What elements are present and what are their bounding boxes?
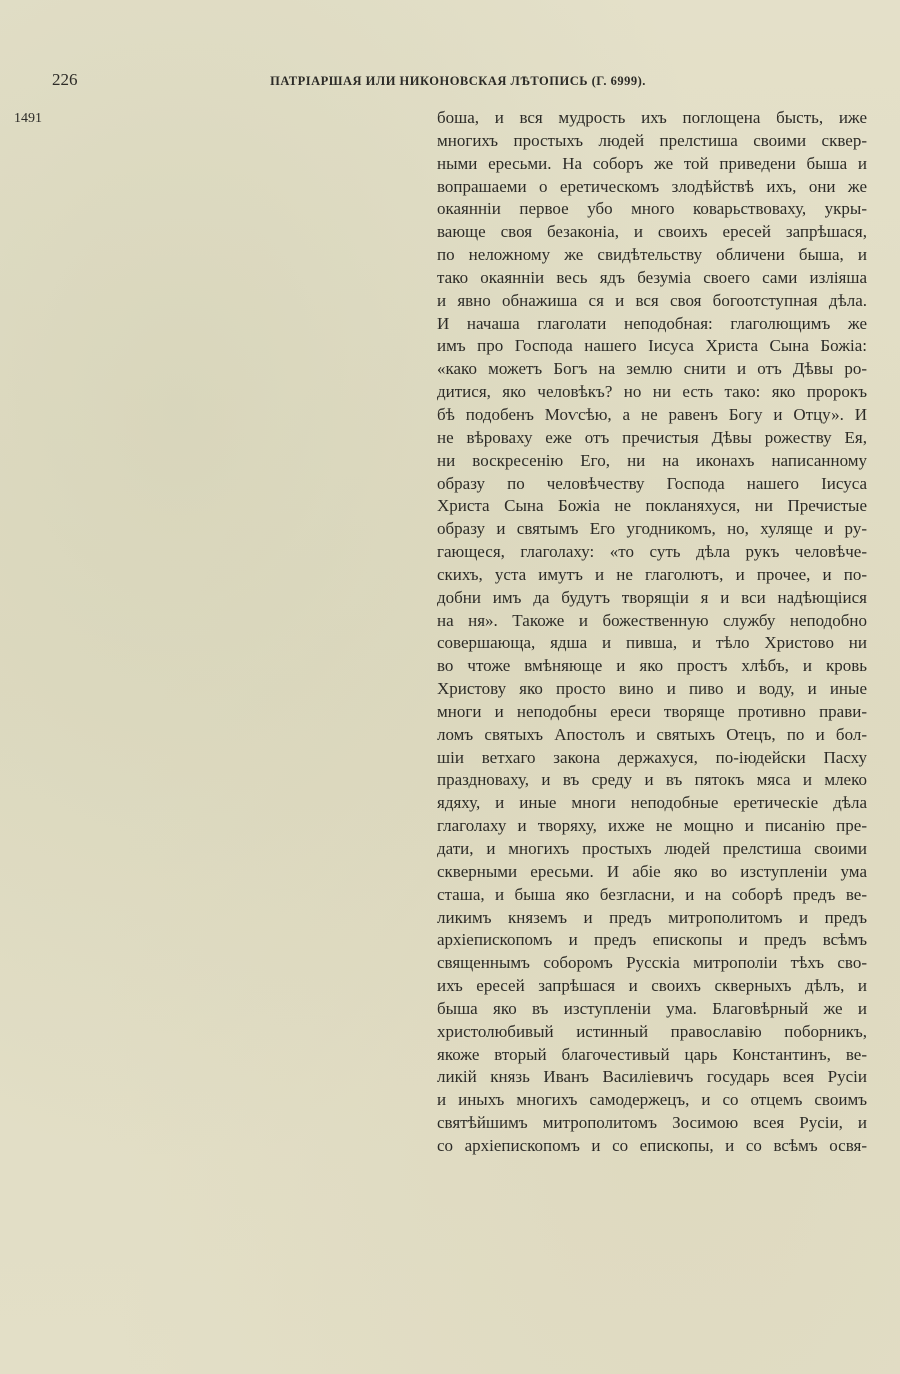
text-line: образу по человѣчеству Господа нашего Іисуса	[437, 473, 867, 493]
text-line: дитися, яко человѣкъ? но ни есть тако: яко пророкъ	[437, 382, 867, 402]
text-line: и иныхъ многихъ самодержецъ, и со отцемъ своимъ	[437, 1090, 867, 1110]
text-line: на ня». Такоже и божественную службу неподобно	[437, 610, 867, 630]
text-line: ядяху, и иные многи неподобные еретическіе дѣла	[437, 793, 867, 813]
text-line: Христову яко просто вино и пиво и воду, и иные	[437, 679, 867, 699]
text-line: «како можетъ Богъ на землю снити и отъ Дѣвы ро-	[437, 359, 867, 379]
text-line: бѣ подобенъ Моѵсѣю, а не равенъ Богу и Отцу». И	[437, 404, 867, 424]
text-line: по неложному же свидѣтельству обличени быша, и	[437, 245, 867, 265]
text-line: многихъ простыхъ людей прелстиша своими сквер-	[437, 130, 867, 150]
text-line: архіепископомъ и предъ епископы и предъ всѣмъ	[437, 930, 867, 950]
text-line: ломъ святыхъ Апостолъ и святыхъ Отецъ, по и бол-	[437, 724, 867, 744]
running-title: ПАТРІАРШАЯ ИЛИ НИКОНОВСКАЯ ЛѢТОПИСЬ (Г. 6999).	[270, 74, 646, 88]
text-line: святѣйшимъ митрополитомъ Зосимою всея Русіи, и	[437, 1113, 867, 1133]
text-line: быша яко въ изступленіи ума. Благовѣрный же и	[437, 998, 867, 1018]
text-line: якоже вторый благочестивый царь Константинъ, ве-	[437, 1044, 867, 1064]
text-line: глаголаху и творяху, ихже не мощно и писанію пре-	[437, 816, 867, 836]
text-line: христолюбивый истинный православію поборникъ,	[437, 1021, 867, 1041]
text-line: не вѣроваху еже отъ пречистыя Дѣвы рожеству Ея,	[437, 427, 867, 447]
text-line: шіи ветхаго закона держахуся, по-іюдейски Пасху	[437, 747, 867, 767]
text-line: сташа, и быша яко безгласни, и на соборѣ предъ ве-	[437, 884, 867, 904]
text-line: Христа Сына Божіа не покланяхуся, ни Пречистые	[437, 496, 867, 516]
text-line: образу и святымъ Его угодникомъ, но, хуляще и ру-	[437, 519, 867, 539]
text-line: ихъ ересей запрѣшася и своихъ скверныхъ дѣлъ, и	[437, 976, 867, 996]
margin-year-note: 1491	[14, 111, 42, 126]
text-line: и явно обнажиша ся и вся своя богоотступная дѣла.	[437, 290, 867, 310]
body-text	[437, 107, 867, 1158]
text-line: добни имъ да будутъ творящіи я и вси надѣющіися	[437, 587, 867, 607]
text-line: праздноваху, и въ среду и въ пятокъ мяса и млеко	[437, 770, 867, 790]
text-line: вопрашаеми о еретическомъ злодѣйствѣ ихъ, они же	[437, 176, 867, 196]
text-line: вающе своя безаконіа, и своихъ ересей запрѣшася,	[437, 222, 867, 242]
text-line: И начаша глаголати неподобная: глаголющимъ же	[437, 313, 867, 333]
text-line: ными ересьми. На соборъ же той приведени быша и	[437, 153, 867, 173]
text-line: священнымъ соборомъ Русскіа митрополіи тѣхъ сво-	[437, 953, 867, 973]
text-line: скверными ересьми. И абіе яко во изступленіи ума	[437, 861, 867, 881]
text-line: со архіепископомъ и со епископы, и со всѣмъ освя-	[437, 1135, 867, 1155]
text-line: многи и неподобны ереси творяще противно прави-	[437, 701, 867, 721]
text-line: тако окаянніи весь ядъ безуміа своего сами изліяша	[437, 267, 867, 287]
text-line: скихъ, уста имутъ и не глаголютъ, и прочее, и по-	[437, 564, 867, 584]
text-line: во чтоже вмѣняюще и яко простъ хлѣбъ, и кровь	[437, 656, 867, 676]
text-line: совершающа, ядша и пивша, и тѣло Христово ни	[437, 633, 867, 653]
text-line: имъ про Господа нашего Іисуса Христа Сына Божіа:	[437, 336, 867, 356]
text-line: дати, и многихъ простыхъ людей прелстиша своими	[437, 839, 867, 858]
text-line: ликій князь Иванъ Василіевичъ государь всея Русіи	[437, 1067, 867, 1087]
text-line: ни воскресенію Его, ни на иконахъ написанному	[437, 450, 867, 470]
text-line: окаянніи первое убо много коварьствоваху, укры-	[437, 199, 867, 219]
text-line: ликимъ княземъ и предъ митрополитомъ и предъ	[437, 907, 867, 927]
page-number: 226	[52, 70, 78, 89]
text-line: гающеся, глаголаху: «то суть дѣла рукъ человѣче-	[437, 542, 867, 562]
text-line: боша, и вся мудрость ихъ поглощена бысть, иже	[437, 108, 867, 127]
